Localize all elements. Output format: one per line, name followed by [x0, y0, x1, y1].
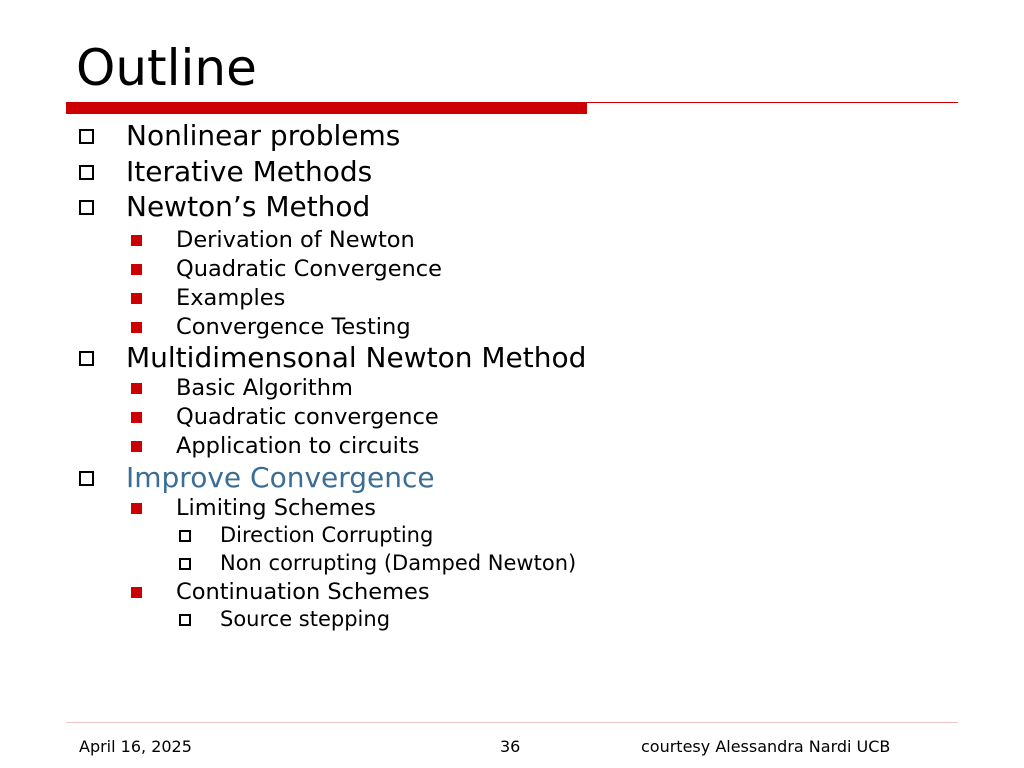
outline-item-text: Multidimensonal Newton Method	[126, 341, 587, 374]
outline-subitem-text: Continuation Schemes	[176, 579, 430, 605]
filled-square-bullet-icon	[131, 441, 142, 452]
footer-date: April 16, 2025	[79, 737, 192, 756]
hollow-square-bullet-icon	[79, 471, 94, 486]
filled-square-bullet-icon	[131, 264, 142, 275]
outline-subitem-text: Convergence Testing	[176, 314, 411, 340]
hollow-square-bullet-icon	[79, 165, 94, 180]
hollow-square-bullet-icon	[179, 558, 191, 570]
footer-page-number: 36	[500, 737, 521, 756]
footer-credit: courtesy Alessandra Nardi UCB	[641, 737, 891, 756]
outline-item-text: Nonlinear problems	[126, 119, 401, 152]
hollow-square-bullet-icon	[79, 351, 94, 366]
outline-subitem-text: Application to circuits	[176, 433, 420, 459]
outline-item-text: Improve Convergence	[126, 461, 435, 494]
hollow-square-bullet-icon	[179, 614, 191, 626]
hollow-square-bullet-icon	[79, 129, 94, 144]
filled-square-bullet-icon	[131, 503, 142, 514]
filled-square-bullet-icon	[131, 412, 142, 423]
outline-item-text: Iterative Methods	[126, 155, 373, 188]
footer-divider	[66, 722, 958, 723]
outline-subsubitem-text: Source stepping	[220, 607, 391, 631]
filled-square-bullet-icon	[131, 383, 142, 394]
filled-square-bullet-icon	[131, 587, 142, 598]
outline-subitem-text: Derivation of Newton	[176, 227, 415, 253]
slide-title: Outline	[76, 39, 257, 97]
hollow-square-bullet-icon	[79, 200, 94, 215]
outline-subitem-text: Quadratic convergence	[176, 404, 439, 430]
filled-square-bullet-icon	[131, 322, 142, 333]
filled-square-bullet-icon	[131, 235, 142, 246]
hollow-square-bullet-icon	[179, 530, 191, 542]
outline-subitem-text: Limiting Schemes	[176, 495, 376, 521]
outline-subsubitem-text: Non corrupting (Damped Newton)	[220, 551, 577, 575]
outline-subitem-text: Quadratic Convergence	[176, 256, 443, 282]
outline-item-text: Newton’s Method	[126, 190, 371, 223]
filled-square-bullet-icon	[131, 293, 142, 304]
outline-subitem-text: Examples	[176, 285, 286, 311]
outline-subitem-text: Basic Algorithm	[176, 375, 353, 401]
outline-subsubitem-text: Direction Corrupting	[220, 523, 434, 547]
